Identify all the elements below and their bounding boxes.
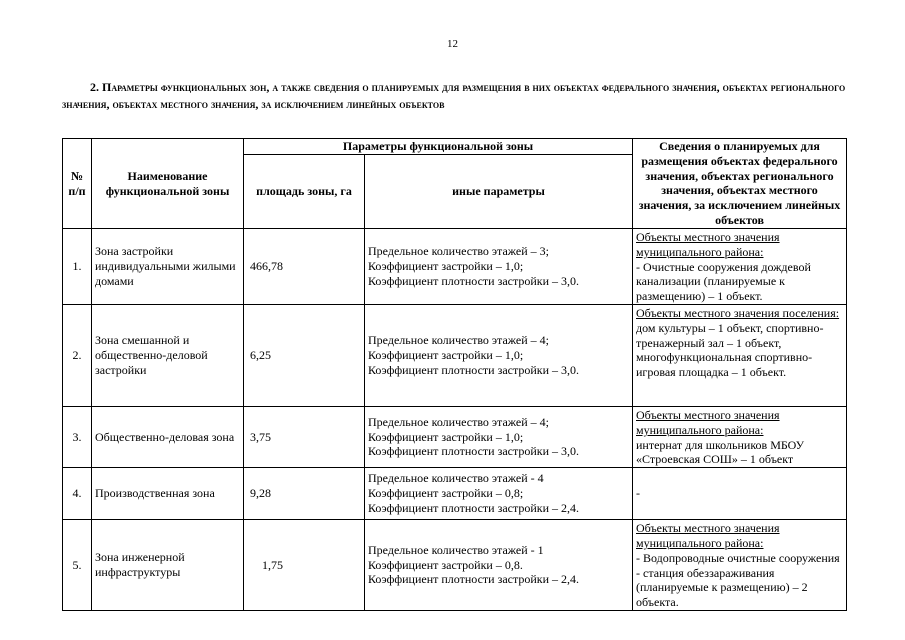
row-num: 2. (63, 305, 92, 407)
row-num: 4. (63, 468, 92, 520)
table-row (63, 229, 847, 305)
header-area: площадь зоны, га (244, 155, 365, 229)
param-line: Предельное количество этажей - 4 (368, 471, 544, 486)
zone-area: 6,25 (244, 305, 365, 407)
objects-heading: Объекты местного значения поселения: (636, 306, 840, 320)
functional-zones-table (62, 138, 847, 611)
planned-objects (633, 305, 847, 407)
zone-name: Производственная зона (92, 468, 244, 520)
row-num: 3. (63, 407, 92, 468)
objects-heading: Объекты местного значения муниципального района: (636, 521, 780, 550)
param-line: Коэффициент плотности застройки – 3,0. (368, 362, 580, 377)
table-row (63, 520, 847, 611)
objects-text: - (636, 486, 640, 501)
param-line: Коэффициент застройки – 0,8; (368, 486, 524, 501)
planned-objects (633, 229, 847, 305)
param-line: Предельное количество этажей – 4; (368, 414, 549, 429)
objects-text: - Очистные сооружения дождевой канализации (планируемые к размещению) – 1 объект. (636, 259, 811, 304)
objects-text: дом культуры – 1 объект, спортивно-тренажерный зал – 1 объект, многофункциональная спортивно-игровая площадка – 1 объект. (636, 320, 824, 380)
objects-heading: Объекты местного значения муниципального района: (636, 230, 780, 259)
row-num: 5. (63, 520, 92, 611)
zone-name: Зона инженерной инфраструктуры (92, 520, 244, 611)
page-number: 12 (447, 38, 458, 50)
zone-name: Зона смешанной и общественно-деловой застройки (92, 305, 244, 407)
param-line: Коэффициент застройки – 1,0; (368, 429, 524, 444)
zone-params (365, 407, 633, 468)
table-row (63, 305, 847, 407)
planned-objects (633, 407, 847, 468)
zone-area: 466,78 (244, 229, 365, 305)
header-zone-name: Наименование функциональной зоны (92, 139, 244, 229)
zone-params (365, 520, 633, 611)
planned-objects (633, 468, 847, 520)
param-line: Коэффициент застройки – 1,0; (368, 259, 524, 274)
objects-text: - Водопроводные очистные сооружения - станция обеззараживания (планируемые к размещению) – 2 объекта. (636, 550, 840, 610)
param-line: Коэффициент плотности застройки – 2,4. (368, 572, 580, 587)
zone-area: 3,75 (244, 407, 365, 468)
param-line: Коэффициент плотности застройки – 3,0. (368, 273, 580, 288)
param-line: Коэффициент застройки – 0,8. (368, 557, 523, 572)
header-params-group: Параметры функциональной зоны (244, 139, 633, 155)
zone-area: 9,28 (244, 468, 365, 520)
param-line: Предельное количество этажей – 3; (368, 244, 549, 259)
objects-text: интернат для школьников МБОУ «Строевская СОШ» – 1 объект (636, 437, 805, 467)
param-line: Коэффициент плотности застройки – 2,4. (368, 501, 580, 516)
zone-params (365, 229, 633, 305)
param-line: Коэффициент плотности застройки – 3,0. (368, 444, 580, 459)
objects-heading: Объекты местного значения муниципального района: (636, 408, 780, 437)
param-line: Предельное количество этажей – 4; (368, 333, 549, 348)
table-row (63, 468, 847, 520)
param-line: Предельное количество этажей - 1 (368, 542, 544, 557)
row-num: 1. (63, 229, 92, 305)
zone-params (365, 468, 633, 520)
param-line: Коэффициент застройки – 1,0; (368, 348, 524, 363)
table-row (63, 407, 847, 468)
zone-name: Общественно-деловая зона (92, 407, 244, 468)
header-other-params: иные параметры (365, 155, 633, 229)
zone-name: Зона застройки индивидуальными жилыми домами (92, 229, 244, 305)
zone-params (365, 305, 633, 407)
section-title: 2. Параметры функциональных зон, а также сведения о планируемых для размещения в них объектах федерального значения, объектах регионального значения, объектах местного значения, за исключением линейных объектов (62, 80, 846, 111)
planned-objects (633, 520, 847, 611)
header-num: № п/п (63, 139, 92, 229)
zone-area: 1,75 (244, 520, 365, 611)
header-planned-objects: Сведения о планируемых для размещения объектах федерального значения, объектах регионального значения, объектах местного значения, за исключением линейных объектов (633, 139, 847, 229)
